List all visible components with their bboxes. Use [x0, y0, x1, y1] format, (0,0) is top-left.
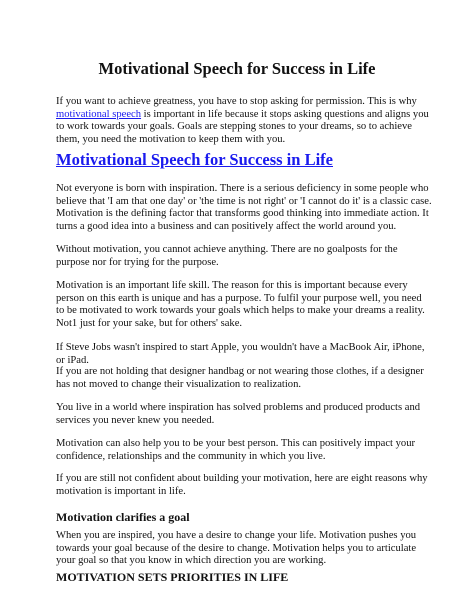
subheading-clarifies-goal: Motivation clarifies a goal [56, 510, 190, 524]
paragraph-life-skill: Motivation is an important life skill. The reason for this is important because every person on this earth is unique and has a purpose. To fulfil your purpose well, you need to be motivated to work towards your goals which helps to make your dreams a reality. Not1 just for your sake, but for others' sake. [56, 280, 425, 329]
paragraph-steve-jobs: If Steve Jobs wasn't inspired to start Apple, you wouldn't have a MacBook Air, iPhone, or iPad. [56, 342, 425, 366]
document-title: Motivational Speech for Success in Life [98, 59, 376, 78]
paragraph-designer: If you are not holding that designer handbag or not wearing those clothes, if a designer has not moved to change their visualization to realization. [56, 366, 424, 390]
section-heading-link[interactable]: Motivational Speech for Success in Life [56, 150, 333, 169]
paragraph-without-motivation: Without motivation, you cannot achieve anything. There are no goalposts for the purpose nor for trying for the purpose. [56, 244, 398, 268]
intro-text-after-link: is important in life because it stops asking questions and aligns you to work towards your goals. Goals are stepping stones to your dreams, so to achieve them, you need the motivation to keep them with you. [56, 108, 429, 145]
paragraph-best-person: Motivation can also help you to be your best person. This can positively impact your confidence, relationships and the community in which you live. [56, 438, 416, 462]
paragraph-inspiration: Not everyone is born with inspiration. There is a serious deficiency in some people who believe that 'I am that one day' or 'the time is not right' or 'I cannot do it' is a classic case. Motivation is the defining factor that transforms good thinking into immediate action. It turns a good idea into a business and can positively affect the world around you. [56, 183, 432, 232]
paragraph-eight-reasons: If you are still not confident about building your motivation, here are eight reasons why motivation is important in life. [56, 473, 428, 497]
intro-text-before-link: If you want to achieve greatness, you have to stop asking for permission. This is why [56, 96, 417, 107]
intro-paragraph [56, 96, 432, 146]
paragraph-goal: When you are inspired, you have a desire to change your life. Motivation pushes you towards your goal because of the desire to change. Motivation helps you to articulate your goal so that you know in which direction you are working. [56, 530, 417, 567]
subheading-sets-priorities: MOTIVATION SETS PRIORITIES IN LIFE [56, 570, 289, 584]
paragraph-world-inspiration: You live in a world where inspiration has solved problems and produced products and services you never knew you needed. [56, 402, 421, 426]
motivational-speech-link[interactable]: motivational speech [56, 108, 142, 120]
